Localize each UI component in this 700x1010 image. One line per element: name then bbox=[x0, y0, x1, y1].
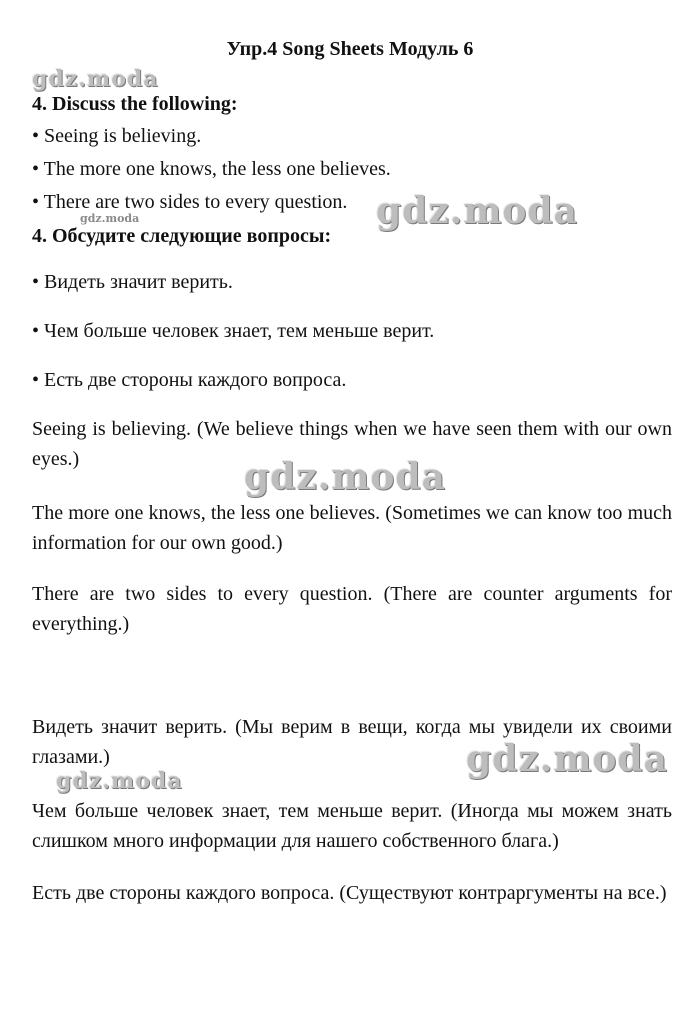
russian-item-1: • Видеть значит верить. bbox=[32, 271, 233, 293]
english-answer-1: Seeing is believing. (We believe things when we have seen them with our own eyes.) bbox=[32, 418, 672, 470]
russian-item-2: • Чем больше человек знает, тем меньше верит. bbox=[32, 320, 435, 342]
page-title: Упр.4 Song Sheets Модуль 6 bbox=[226, 38, 474, 60]
russian-answer-3: Есть две стороны каждого вопроса. (Существуют контраргументы на все.) bbox=[32, 882, 667, 904]
watermark-logo: gdz.moda bbox=[466, 738, 668, 780]
russian-item-3: • Есть две стороны каждого вопроса. bbox=[32, 369, 347, 391]
english-item-3: • There are two sides to every question. bbox=[32, 191, 348, 213]
russian-heading: 4. Обсудите следующие вопросы: bbox=[32, 225, 332, 247]
english-answer-2: The more one knows, the less one believes. (Sometimes we can know too much information for our own good.) bbox=[32, 502, 672, 554]
watermark-logo: gdz.moda bbox=[32, 66, 159, 92]
watermark-logo: gdz.moda bbox=[244, 456, 446, 498]
english-item-2: • The more one knows, the less one believes. bbox=[32, 158, 391, 180]
russian-answer-1: Видеть значит верить. (Мы верим в вещи, когда мы увидели их своими глазами.) bbox=[32, 716, 672, 768]
english-answer-3: There are two sides to every question. (There are counter arguments for everything.) bbox=[32, 583, 672, 635]
english-item-1: • Seeing is believing. bbox=[32, 125, 202, 147]
watermark-logo: gdz.moda bbox=[56, 768, 183, 794]
english-heading: 4. Discuss the following: bbox=[32, 93, 238, 115]
russian-answer-2: Чем больше человек знает, тем меньше верит. (Иногда мы можем знать слишком много информации для нашего собственного блага.) bbox=[32, 800, 672, 852]
watermark-logo: gdz.moda bbox=[376, 190, 578, 232]
watermark-logo: gdz.moda bbox=[80, 212, 140, 225]
